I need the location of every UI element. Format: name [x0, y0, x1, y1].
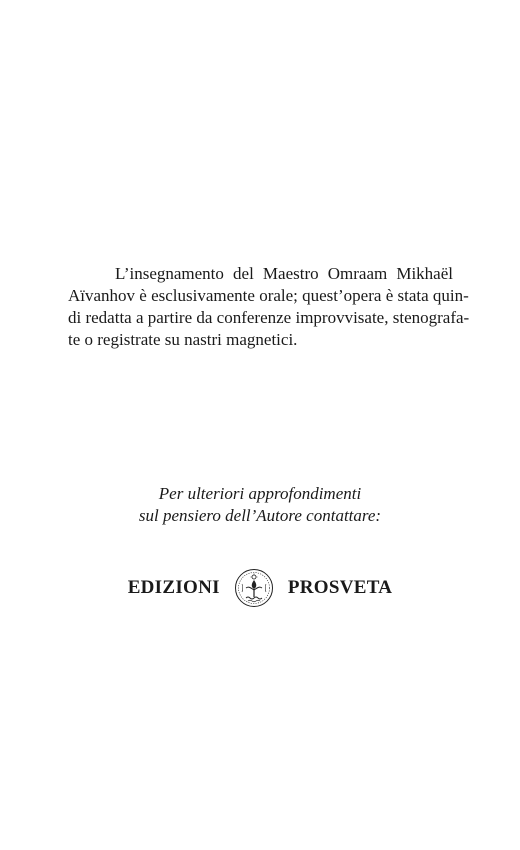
publisher-name-right: PROSVETA [287, 577, 393, 598]
publisher-name-left: EDIZIONI [127, 577, 220, 598]
intro-line: di redatta a partire da conferenze improvvisate, stenografa- [68, 308, 470, 327]
intro-paragraph [68, 263, 470, 351]
intro-line: Aïvanhov è esclusivamente orale; quest’opera è stata quin- [68, 286, 469, 305]
contact-line-1: Per ulteriori approfondimenti [158, 484, 362, 503]
intro-line: L’insegnamento del Maestro Omraam Mikhaël [115, 264, 453, 283]
prosveta-emblem-icon [234, 568, 274, 608]
contact-line-2: sul pensiero dell’Autore contattare: [138, 506, 382, 525]
intro-line: te o registrate su nastri magnetici. [68, 330, 298, 349]
contact-note [0, 483, 520, 527]
publisher-imprint [0, 568, 520, 608]
